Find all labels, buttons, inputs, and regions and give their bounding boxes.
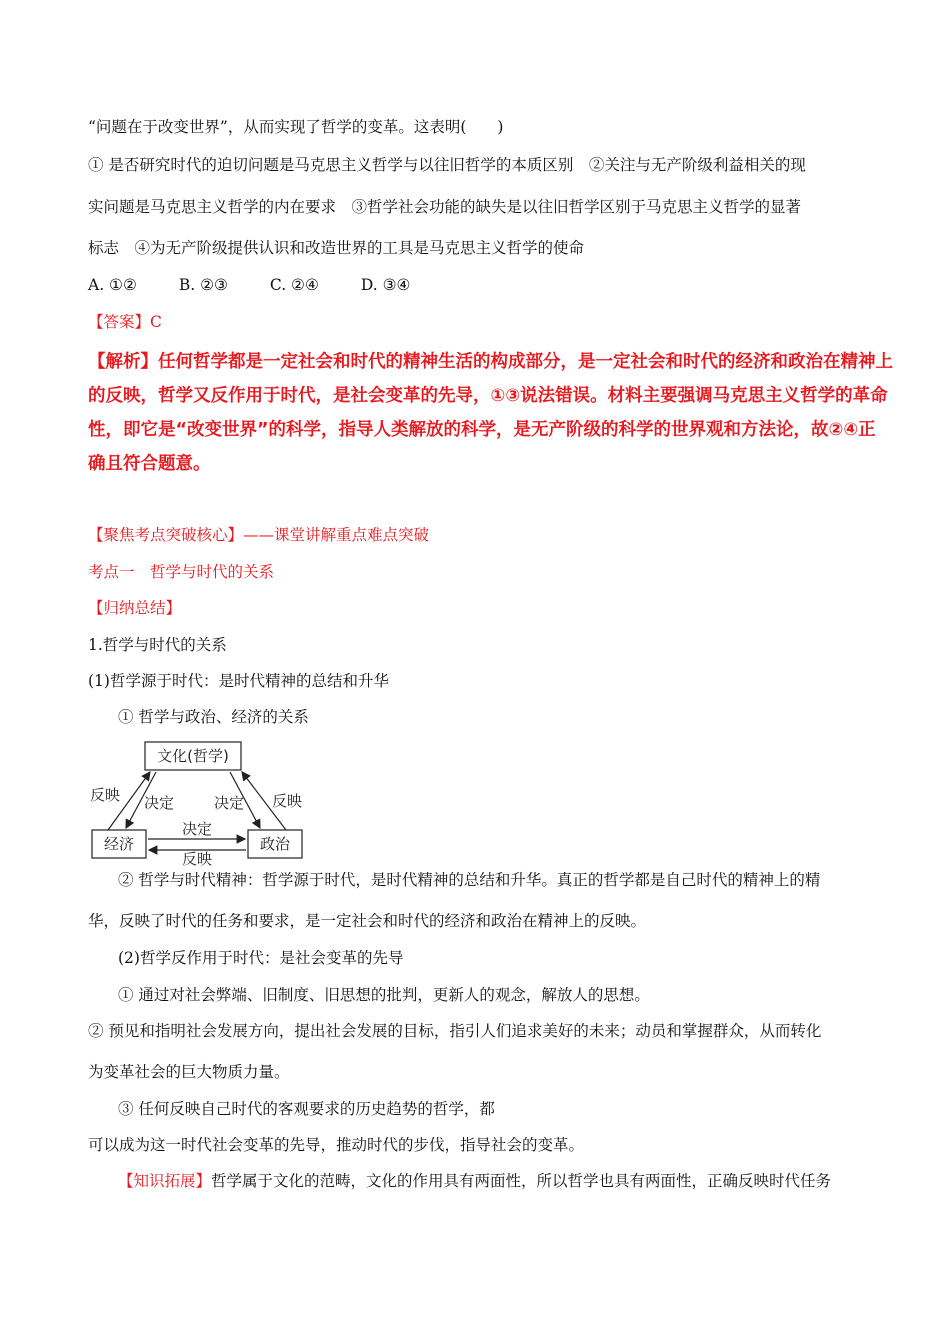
content-p2: (1)哲学源于时代：是时代精神的总结和升华 — [88, 672, 389, 690]
content-p8a: ③ 任何反映自己时代的客观要求的历史趋势的哲学，都 — [118, 1100, 495, 1118]
knowledge-extension-text: 哲学属于文化的范畴，文化的作用具有两面性，所以哲学也具有两面性，正确反映时代任务 — [211, 1172, 832, 1190]
answer-row — [88, 312, 162, 332]
explanation-line-3: 性，即它是“改变世界”的科学，指导人类解放的科学，是无产阶级的科学的世界观和方法论，故②④正 — [88, 420, 876, 440]
content-p1: 1.哲学与时代的关系 — [88, 636, 227, 654]
content-p8b: 可以成为这一时代社会变革的先导，推动时代的步伐，指导社会的变革。 — [88, 1136, 585, 1154]
culture-economy-politics-diagram — [88, 738, 318, 866]
question-line-3: 实问题是马克思主义哲学的内在要求 ③哲学社会功能的缺失是以往旧哲学区别于马克思主义哲学的显著 — [88, 198, 802, 216]
content-p3: ① 哲学与政治、经济的关系 — [118, 708, 309, 726]
content-p5: (2)哲学反作用于时代：是社会变革的先导 — [118, 949, 404, 967]
option-b: B. ②③ — [178, 276, 228, 294]
content-p9 — [118, 1171, 831, 1191]
exam-point-title: 考点一 哲学与时代的关系 — [88, 563, 275, 581]
section-heading: 【聚焦考点突破核心】——课堂讲解重点难点突破 — [88, 526, 430, 544]
options-row — [88, 275, 452, 295]
label-right-outer: 反映 — [272, 792, 303, 810]
answer-value: C — [150, 313, 162, 331]
summary-tag: 【归纳总结】 — [88, 599, 182, 617]
label-left-outer: 反映 — [90, 786, 121, 804]
option-d: D. ③④ — [360, 276, 411, 294]
question-line-1: “问题在于改变世界”，从而实现了哲学的变革。这表明( ) — [88, 118, 504, 136]
content-p7a: ② 预见和指明社会发展方向，提出社会发展的目标，指引人们追求美好的未来；动员和掌握群众，从而转化 — [88, 1022, 822, 1040]
content-p4b: 华，反映了时代的任务和要求，是一定社会和时代的经济和政治在精神上的反映。 — [88, 912, 647, 930]
label-bottom-top: 决定 — [181, 820, 213, 838]
label-right-inner: 决定 — [214, 794, 245, 812]
box-economy-label: 经济 — [103, 835, 135, 853]
explanation-line-2: 的反映，哲学又反作用于时代，是社会变革的先导，①③说法错误。材料主要强调马克思主义哲学的革命 — [88, 386, 888, 406]
question-line-2: ① 是否研究时代的迫切问题是马克思主义哲学与以往旧哲学的本质区别 ②关注与无产阶级利益相关的现 — [88, 156, 806, 174]
content-p6: ① 通过对社会弊端、旧制度、旧思想的批判，更新人的观念，解放人的思想。 — [118, 986, 650, 1004]
content-p4a: ② 哲学与时代精神：哲学源于时代，是时代精神的总结和升华。真正的哲学都是自己时代的精神上的精 — [118, 871, 821, 889]
label-bottom-bottom: 反映 — [181, 850, 213, 866]
answer-tag: 【答案】 — [88, 313, 151, 331]
box-politics-label: 政治 — [259, 835, 291, 853]
question-line-4: 标志 ④为无产阶级提供认识和改造世界的工具是马克思主义哲学的使命 — [88, 239, 585, 257]
knowledge-extension-tag: 【知识拓展】 — [118, 1172, 212, 1190]
box-culture-label: 文化(哲学) — [157, 747, 229, 765]
option-c: C. ②④ — [269, 276, 319, 294]
option-a: A. ①② — [88, 276, 137, 294]
explanation-line-4: 确且符合题意。 — [88, 454, 211, 474]
label-left-inner: 决定 — [144, 794, 175, 812]
explanation-line-1: 【解析】任何哲学都是一定社会和时代的精神生活的构成部分，是一定社会和时代的经济和政治在精神上 — [88, 352, 893, 372]
content-p7b: 为变革社会的巨大物质力量。 — [88, 1063, 290, 1081]
